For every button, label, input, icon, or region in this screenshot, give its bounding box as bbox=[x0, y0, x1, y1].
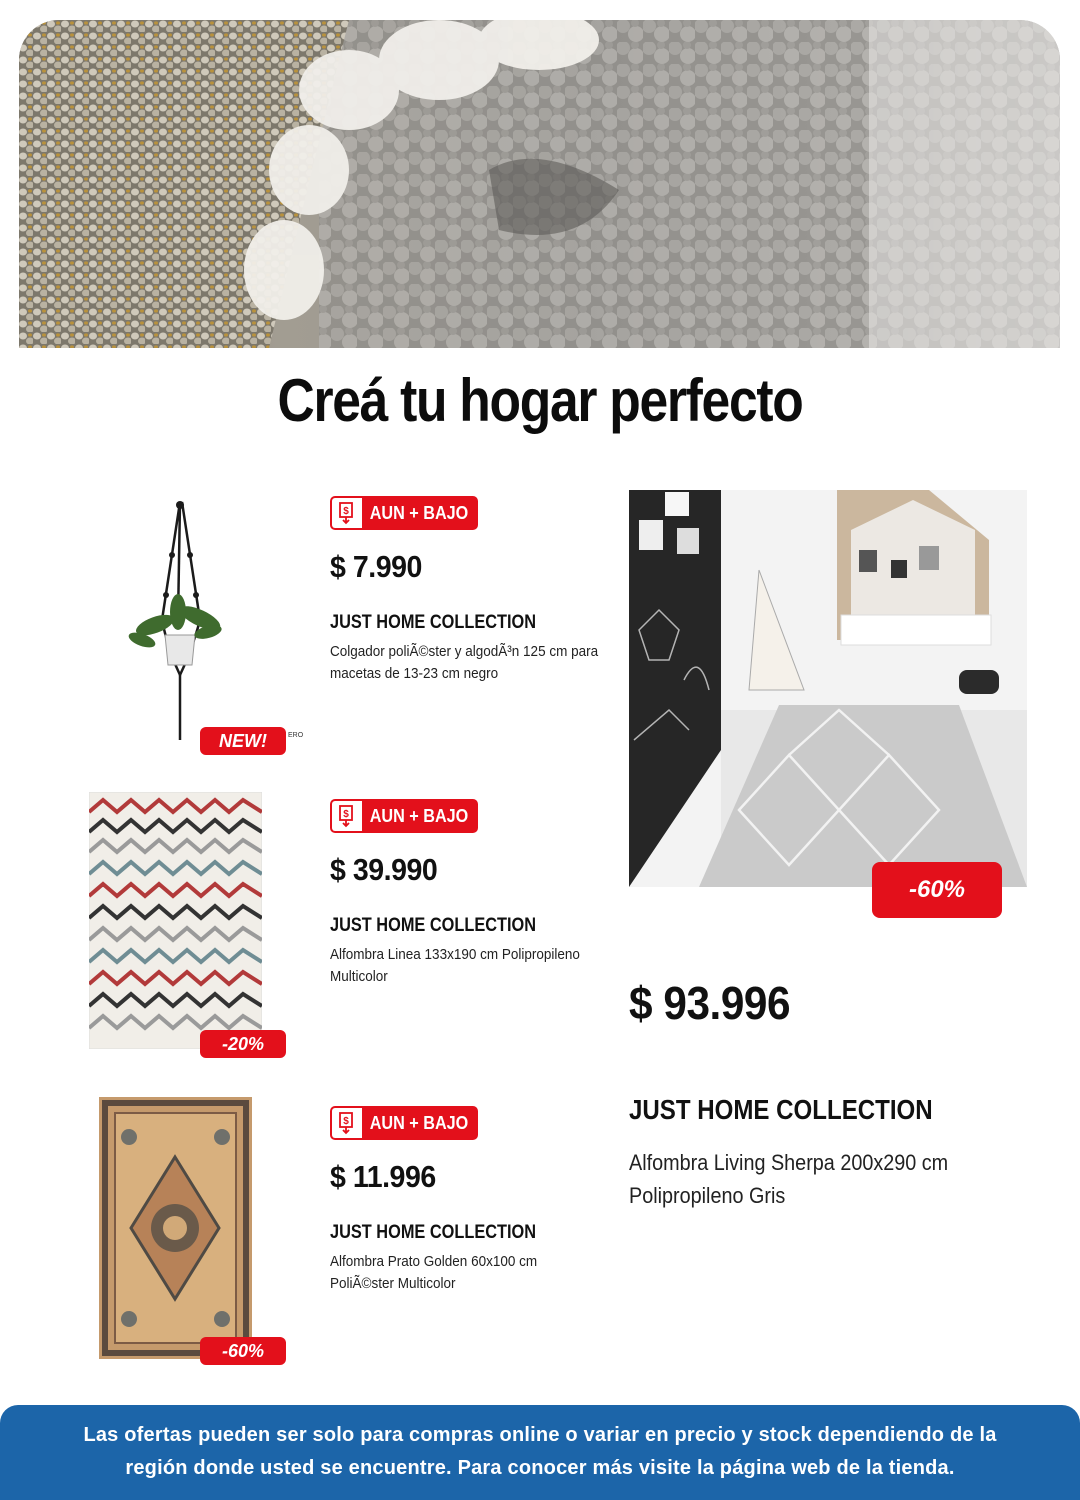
price-drop-icon bbox=[332, 498, 362, 528]
product-description: Alfombra Linea 133x190 cm Polipropileno Multicolor bbox=[330, 946, 580, 985]
hero-image bbox=[19, 20, 1060, 348]
discount-badge: -60% bbox=[200, 1337, 286, 1365]
svg-text:$: $ bbox=[343, 809, 349, 820]
featured-price: $ 93.996 bbox=[629, 977, 791, 1029]
price-drop-icon bbox=[332, 1108, 362, 1138]
product-description: Alfombra Prato Golden 60x100 cm PoliÃ©ster Multicolor bbox=[330, 1253, 538, 1292]
svg-text:$: $ bbox=[343, 506, 349, 517]
image-fragment-label: ERO bbox=[288, 732, 304, 739]
product-price: $ 39.990 bbox=[330, 852, 438, 887]
featured-product-image[interactable] bbox=[629, 490, 1027, 887]
product-price: $ 7.990 bbox=[330, 549, 422, 584]
featured-brand: JUST HOME COLLECTION bbox=[629, 1094, 933, 1125]
product-description: Colgador poliÃ©ster y algodÃ³n 125 cm para macetas de 13-23 cm negro bbox=[330, 643, 599, 682]
svg-text:$: $ bbox=[343, 1116, 349, 1127]
disclaimer-text: Las ofertas pueden ser solo para compras online o variar en precio y stock dependiendo de la región donde usted se encuentre. Para conocer más visite la página web de la tienda. bbox=[83, 1424, 997, 1479]
product-image-prato-rug[interactable] bbox=[99, 1097, 252, 1359]
product-brand: JUST HOME COLLECTION bbox=[330, 1222, 537, 1243]
product-image-linea-rug[interactable] bbox=[89, 792, 262, 1049]
price-drop-tag-label: AUN + BAJO bbox=[369, 503, 469, 523]
page-title: Creá tu hogar perfecto bbox=[277, 367, 803, 434]
product-brand: JUST HOME COLLECTION bbox=[330, 915, 537, 936]
product-brand: JUST HOME COLLECTION bbox=[330, 612, 537, 633]
product-price: $ 11.996 bbox=[330, 1159, 436, 1194]
price-drop-tag bbox=[330, 496, 478, 530]
price-drop-tag bbox=[330, 1106, 478, 1140]
price-drop-tag bbox=[330, 799, 478, 833]
price-drop-icon bbox=[332, 801, 362, 831]
new-badge: NEW! bbox=[200, 727, 286, 755]
disclaimer-footer bbox=[0, 1405, 1080, 1500]
product-image-plant-hanger[interactable] bbox=[110, 500, 260, 745]
discount-badge-large: -60% bbox=[872, 862, 1002, 918]
discount-badge: -20% bbox=[200, 1030, 286, 1058]
price-drop-tag-label: AUN + BAJO bbox=[369, 1113, 469, 1133]
price-drop-tag-label: AUN + BAJO bbox=[369, 806, 469, 826]
featured-description: Alfombra Living Sherpa 200x290 cm Polipropileno Gris bbox=[629, 1150, 949, 1208]
